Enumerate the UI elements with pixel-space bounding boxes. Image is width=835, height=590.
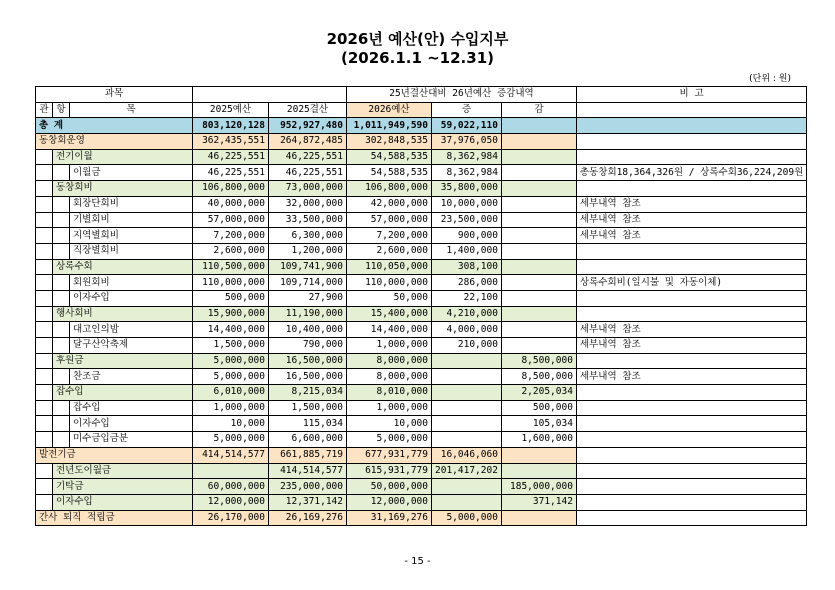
value-increase: 35,800,000 <box>432 181 502 197</box>
value-2026-budget: 106,800,000 <box>347 181 432 197</box>
value-decrease <box>501 181 576 197</box>
value-2025-budget: 1,500,000 <box>193 338 269 354</box>
row-label: 간사 퇴직 적립금 <box>36 510 193 526</box>
value-increase: 210,000 <box>432 338 502 354</box>
value-2025-budget: 12,000,000 <box>193 494 269 510</box>
value-2025-settlement: 32,000,000 <box>269 196 347 212</box>
table-row <box>36 275 807 291</box>
table-row <box>36 463 807 479</box>
row-label: 회장단회비 <box>70 196 193 212</box>
remark-cell <box>576 416 806 432</box>
value-2025-settlement: 661,885,719 <box>269 447 347 463</box>
value-decrease <box>501 290 576 306</box>
value-increase <box>432 369 502 385</box>
value-2026-budget: 110,000,000 <box>347 275 432 291</box>
value-2025-settlement: 1,500,000 <box>269 400 347 416</box>
row-label: 이자수입 <box>70 290 193 306</box>
header-gwan: 관 <box>36 102 53 118</box>
value-2025-budget: 15,900,000 <box>193 306 269 322</box>
indent-cell <box>36 243 53 259</box>
value-2026-budget: 8,000,000 <box>347 353 432 369</box>
value-increase <box>432 400 502 416</box>
value-2026-budget: 15,400,000 <box>347 306 432 322</box>
value-decrease <box>501 196 576 212</box>
indent-cell <box>53 338 70 354</box>
value-2026-budget: 57,000,000 <box>347 212 432 228</box>
value-2025-settlement: 27,900 <box>269 290 347 306</box>
table-row <box>36 196 807 212</box>
value-2026-budget: 50,000 <box>347 290 432 306</box>
value-2026-budget: 14,400,000 <box>347 322 432 338</box>
indent-cell <box>36 479 53 495</box>
value-decrease: 185,000,000 <box>501 479 576 495</box>
value-2026-budget: 302,848,535 <box>347 134 432 150</box>
value-2025-budget: 500,000 <box>193 290 269 306</box>
remark-cell: 세부내역 참조 <box>576 338 806 354</box>
value-decrease <box>501 243 576 259</box>
remark-cell <box>576 494 806 510</box>
value-2025-settlement: 26,169,276 <box>269 510 347 526</box>
remark-cell: 세부내역 참조 <box>576 212 806 228</box>
remark-cell <box>576 479 806 495</box>
table-row <box>36 290 807 306</box>
value-increase <box>432 479 502 495</box>
value-increase: 8,362,984 <box>432 149 502 165</box>
value-2025-budget: 40,000,000 <box>193 196 269 212</box>
row-label: 전년도이월금 <box>53 463 193 479</box>
row-label: 기별회비 <box>70 212 193 228</box>
remark-cell <box>576 181 806 197</box>
value-2026-budget: 5,000,000 <box>347 432 432 448</box>
indent-cell <box>53 322 70 338</box>
value-2025-settlement: 8,215,034 <box>269 385 347 401</box>
table-row <box>36 306 807 322</box>
value-2025-budget: 1,000,000 <box>193 400 269 416</box>
table-row <box>36 510 807 526</box>
indent-cell <box>36 290 53 306</box>
indent-cell <box>36 181 53 197</box>
header-blank <box>269 87 347 103</box>
indent-cell <box>53 212 70 228</box>
value-2025-settlement: 264,872,485 <box>269 134 347 150</box>
table-row <box>36 353 807 369</box>
indent-cell <box>36 322 53 338</box>
row-label: 이자수입 <box>70 416 193 432</box>
indent-cell <box>36 416 53 432</box>
value-2025-budget: 60,000,000 <box>193 479 269 495</box>
value-increase: 4,000,000 <box>432 322 502 338</box>
indent-cell <box>36 385 53 401</box>
value-increase: 286,000 <box>432 275 502 291</box>
value-2025-budget: 10,000 <box>193 416 269 432</box>
remark-cell: 세부내역 참조 <box>576 369 806 385</box>
remark-cell <box>576 463 806 479</box>
value-2026-budget: 7,200,000 <box>347 228 432 244</box>
value-2025-settlement: 109,741,900 <box>269 259 347 275</box>
indent-cell <box>53 400 70 416</box>
row-label: 후원금 <box>53 353 193 369</box>
row-label: 동창회운영 <box>36 134 193 150</box>
indent-cell <box>36 353 53 369</box>
indent-cell <box>53 228 70 244</box>
value-increase: 900,000 <box>432 228 502 244</box>
row-label: 미수금입금분 <box>70 432 193 448</box>
value-2025-settlement: 46,225,551 <box>269 165 347 181</box>
value-2026-budget: 677,931,779 <box>347 447 432 463</box>
value-increase: 37,976,050 <box>432 134 502 150</box>
row-label: 기탁금 <box>53 479 193 495</box>
table-row <box>36 479 807 495</box>
table-row <box>36 432 807 448</box>
value-increase: 22,100 <box>432 290 502 306</box>
value-decrease <box>501 322 576 338</box>
value-2025-settlement: 16,500,000 <box>269 369 347 385</box>
page-title: 2026년 예산(안) 수입지부 <box>326 30 509 48</box>
value-decrease <box>501 447 576 463</box>
row-label: 발전기금 <box>36 447 193 463</box>
remark-cell: 세부내역 참조 <box>576 228 806 244</box>
indent-cell <box>36 228 53 244</box>
value-decrease <box>501 306 576 322</box>
value-2026-budget: 8,010,000 <box>347 385 432 401</box>
value-2025-settlement: 46,225,551 <box>269 149 347 165</box>
remark-cell: 세부내역 참조 <box>576 322 806 338</box>
value-2026-budget: 1,000,000 <box>347 338 432 354</box>
value-2026-budget: 12,000,000 <box>347 494 432 510</box>
value-2026-budget: 54,588,535 <box>347 165 432 181</box>
remark-cell: 세부내역 참조 <box>576 196 806 212</box>
row-label: 이월금 <box>70 165 193 181</box>
value-decrease <box>501 118 576 134</box>
value-2025-budget: 2,600,000 <box>193 243 269 259</box>
value-decrease <box>501 275 576 291</box>
value-decrease <box>501 228 576 244</box>
value-2025-budget: 5,000,000 <box>193 353 269 369</box>
value-decrease: 371,142 <box>501 494 576 510</box>
table-row <box>36 447 807 463</box>
table-row <box>36 369 807 385</box>
value-2025-settlement: 790,000 <box>269 338 347 354</box>
value-2026-budget: 54,588,535 <box>347 149 432 165</box>
indent-cell <box>36 275 53 291</box>
remark-cell <box>576 432 806 448</box>
value-2025-settlement: 10,400,000 <box>269 322 347 338</box>
indent-cell <box>53 416 70 432</box>
indent-cell <box>53 290 70 306</box>
value-2025-budget: 110,500,000 <box>193 259 269 275</box>
value-2025-budget: 5,000,000 <box>193 432 269 448</box>
value-decrease <box>501 259 576 275</box>
row-label: 달구산악축제 <box>70 338 193 354</box>
value-decrease: 1,600,000 <box>501 432 576 448</box>
remark-cell <box>576 353 806 369</box>
row-label: 찬조금 <box>70 369 193 385</box>
period-subtitle: (2026.1.1 ~12.31) <box>341 49 494 67</box>
remark-cell <box>576 400 806 416</box>
value-increase <box>432 353 502 369</box>
value-2025-budget <box>193 463 269 479</box>
table-row <box>36 322 807 338</box>
value-increase: 10,000,000 <box>432 196 502 212</box>
value-2025-settlement: 6,600,000 <box>269 432 347 448</box>
row-label: 총 계 <box>36 118 193 134</box>
value-decrease: 8,500,000 <box>501 353 576 369</box>
table-row <box>36 212 807 228</box>
value-increase: 201,417,202 <box>432 463 502 479</box>
indent-cell <box>36 306 53 322</box>
indent-cell <box>36 149 53 165</box>
value-increase: 16,046,060 <box>432 447 502 463</box>
value-increase <box>432 385 502 401</box>
value-decrease: 8,500,000 <box>501 369 576 385</box>
value-increase: 59,022,110 <box>432 118 502 134</box>
value-2025-settlement: 16,500,000 <box>269 353 347 369</box>
value-increase: 4,210,000 <box>432 306 502 322</box>
value-2025-settlement: 11,190,000 <box>269 306 347 322</box>
remark-cell <box>576 149 806 165</box>
value-increase: 308,100 <box>432 259 502 275</box>
remark-cell <box>576 118 806 134</box>
row-label: 동창회비 <box>53 181 193 197</box>
value-2026-budget: 2,600,000 <box>347 243 432 259</box>
value-2025-budget: 26,170,000 <box>193 510 269 526</box>
value-2025-budget: 46,225,551 <box>193 165 269 181</box>
value-2025-budget: 14,400,000 <box>193 322 269 338</box>
value-decrease <box>501 149 576 165</box>
indent-cell <box>53 243 70 259</box>
value-2025-budget: 57,000,000 <box>193 212 269 228</box>
table-row <box>36 165 807 181</box>
indent-cell <box>36 338 53 354</box>
value-2026-budget: 1,011,949,590 <box>347 118 432 134</box>
header-remark: 비 고 <box>576 87 806 103</box>
value-2025-budget: 110,000,000 <box>193 275 269 291</box>
value-increase <box>432 494 502 510</box>
indent-cell <box>36 212 53 228</box>
value-2025-budget: 5,000,000 <box>193 369 269 385</box>
value-increase: 8,362,984 <box>432 165 502 181</box>
table-row <box>36 338 807 354</box>
indent-cell <box>36 165 53 181</box>
indent-cell <box>53 196 70 212</box>
value-decrease <box>501 165 576 181</box>
header-blank <box>193 87 269 103</box>
table-row <box>36 259 807 275</box>
value-decrease <box>501 510 576 526</box>
indent-cell <box>53 275 70 291</box>
unit-label: (단위 : 원) <box>749 74 791 84</box>
value-increase: 1,400,000 <box>432 243 502 259</box>
row-label: 직장별회비 <box>70 243 193 259</box>
indent-cell <box>36 463 53 479</box>
value-2025-budget: 414,514,577 <box>193 447 269 463</box>
indent-cell <box>36 369 53 385</box>
remark-cell <box>576 243 806 259</box>
remark-cell <box>576 385 806 401</box>
header-2025-budget: 2025예산 <box>193 102 269 118</box>
value-2025-budget: 46,225,551 <box>193 149 269 165</box>
indent-cell <box>36 259 53 275</box>
row-label: 이자수입 <box>53 494 193 510</box>
header-subject: 과목 <box>36 87 193 103</box>
value-decrease <box>501 212 576 228</box>
value-decrease <box>501 463 576 479</box>
header-remark-blank <box>576 102 806 118</box>
value-2025-budget: 106,800,000 <box>193 181 269 197</box>
row-label: 잡수입 <box>70 400 193 416</box>
header-2025-settlement: 2025결산 <box>269 102 347 118</box>
table-row <box>36 149 807 165</box>
value-2026-budget: 50,000,000 <box>347 479 432 495</box>
remark-cell <box>576 259 806 275</box>
value-2025-settlement: 1,200,000 <box>269 243 347 259</box>
table-row <box>36 494 807 510</box>
row-label: 행사회비 <box>53 306 193 322</box>
table-row <box>36 134 807 150</box>
indent-cell <box>36 196 53 212</box>
table-row <box>36 228 807 244</box>
value-2025-settlement: 33,500,000 <box>269 212 347 228</box>
value-2025-settlement: 235,000,000 <box>269 479 347 495</box>
table-row <box>36 416 807 432</box>
row-label: 상록수회 <box>53 259 193 275</box>
table-row <box>36 400 807 416</box>
value-2025-budget: 362,435,551 <box>193 134 269 150</box>
value-2026-budget: 42,000,000 <box>347 196 432 212</box>
remark-cell <box>576 134 806 150</box>
table-row <box>36 243 807 259</box>
value-2025-settlement: 12,371,142 <box>269 494 347 510</box>
value-2025-budget: 7,200,000 <box>193 228 269 244</box>
value-increase <box>432 432 502 448</box>
value-2025-settlement: 6,300,000 <box>269 228 347 244</box>
value-2026-budget: 10,000 <box>347 416 432 432</box>
row-label: 대고인의밤 <box>70 322 193 338</box>
indent-cell <box>53 432 70 448</box>
header-2026-budget: 2026예산 <box>347 102 432 118</box>
value-2026-budget: 615,931,779 <box>347 463 432 479</box>
indent-cell <box>36 494 53 510</box>
header-increase: 증 <box>432 102 502 118</box>
value-2025-budget: 6,010,000 <box>193 385 269 401</box>
indent-cell <box>53 165 70 181</box>
value-2025-settlement: 952,927,480 <box>269 118 347 134</box>
value-decrease: 105,034 <box>501 416 576 432</box>
value-increase <box>432 416 502 432</box>
remark-cell <box>576 290 806 306</box>
row-label: 전기이월 <box>53 149 193 165</box>
remark-cell: 총동창회18,364,326원 / 상록수회36,224,209원 <box>576 165 806 181</box>
row-label: 회원회비 <box>70 275 193 291</box>
value-2025-settlement: 115,034 <box>269 416 347 432</box>
row-label: 잡수입 <box>53 385 193 401</box>
value-2025-budget: 803,120,128 <box>193 118 269 134</box>
value-2026-budget: 31,169,276 <box>347 510 432 526</box>
header-hang: 항 <box>53 102 70 118</box>
value-2025-settlement: 414,514,577 <box>269 463 347 479</box>
value-2026-budget: 8,000,000 <box>347 369 432 385</box>
remark-cell <box>576 447 806 463</box>
indent-cell <box>36 400 53 416</box>
page-number: - 15 - <box>404 556 431 567</box>
value-increase: 5,000,000 <box>432 510 502 526</box>
value-2025-settlement: 73,000,000 <box>269 181 347 197</box>
row-label: 지역별회비 <box>70 228 193 244</box>
value-decrease: 500,000 <box>501 400 576 416</box>
remark-cell <box>576 510 806 526</box>
table-row <box>36 118 807 134</box>
header-decrease: 감 <box>501 102 576 118</box>
remark-cell: 상록수회비(일시불 및 자동이체) <box>576 275 806 291</box>
value-increase: 23,500,000 <box>432 212 502 228</box>
value-decrease: 2,205,034 <box>501 385 576 401</box>
budget-table <box>35 86 807 526</box>
value-2025-settlement: 109,714,000 <box>269 275 347 291</box>
table-row <box>36 181 807 197</box>
indent-cell <box>53 369 70 385</box>
value-2026-budget: 1,000,000 <box>347 400 432 416</box>
value-decrease <box>501 134 576 150</box>
header-change-group: 25년결산대비 26년예산 증감내역 <box>347 87 577 103</box>
value-2026-budget: 110,050,000 <box>347 259 432 275</box>
header-mok: 목 <box>70 102 193 118</box>
indent-cell <box>36 432 53 448</box>
remark-cell <box>576 306 806 322</box>
table-row <box>36 385 807 401</box>
value-decrease <box>501 338 576 354</box>
